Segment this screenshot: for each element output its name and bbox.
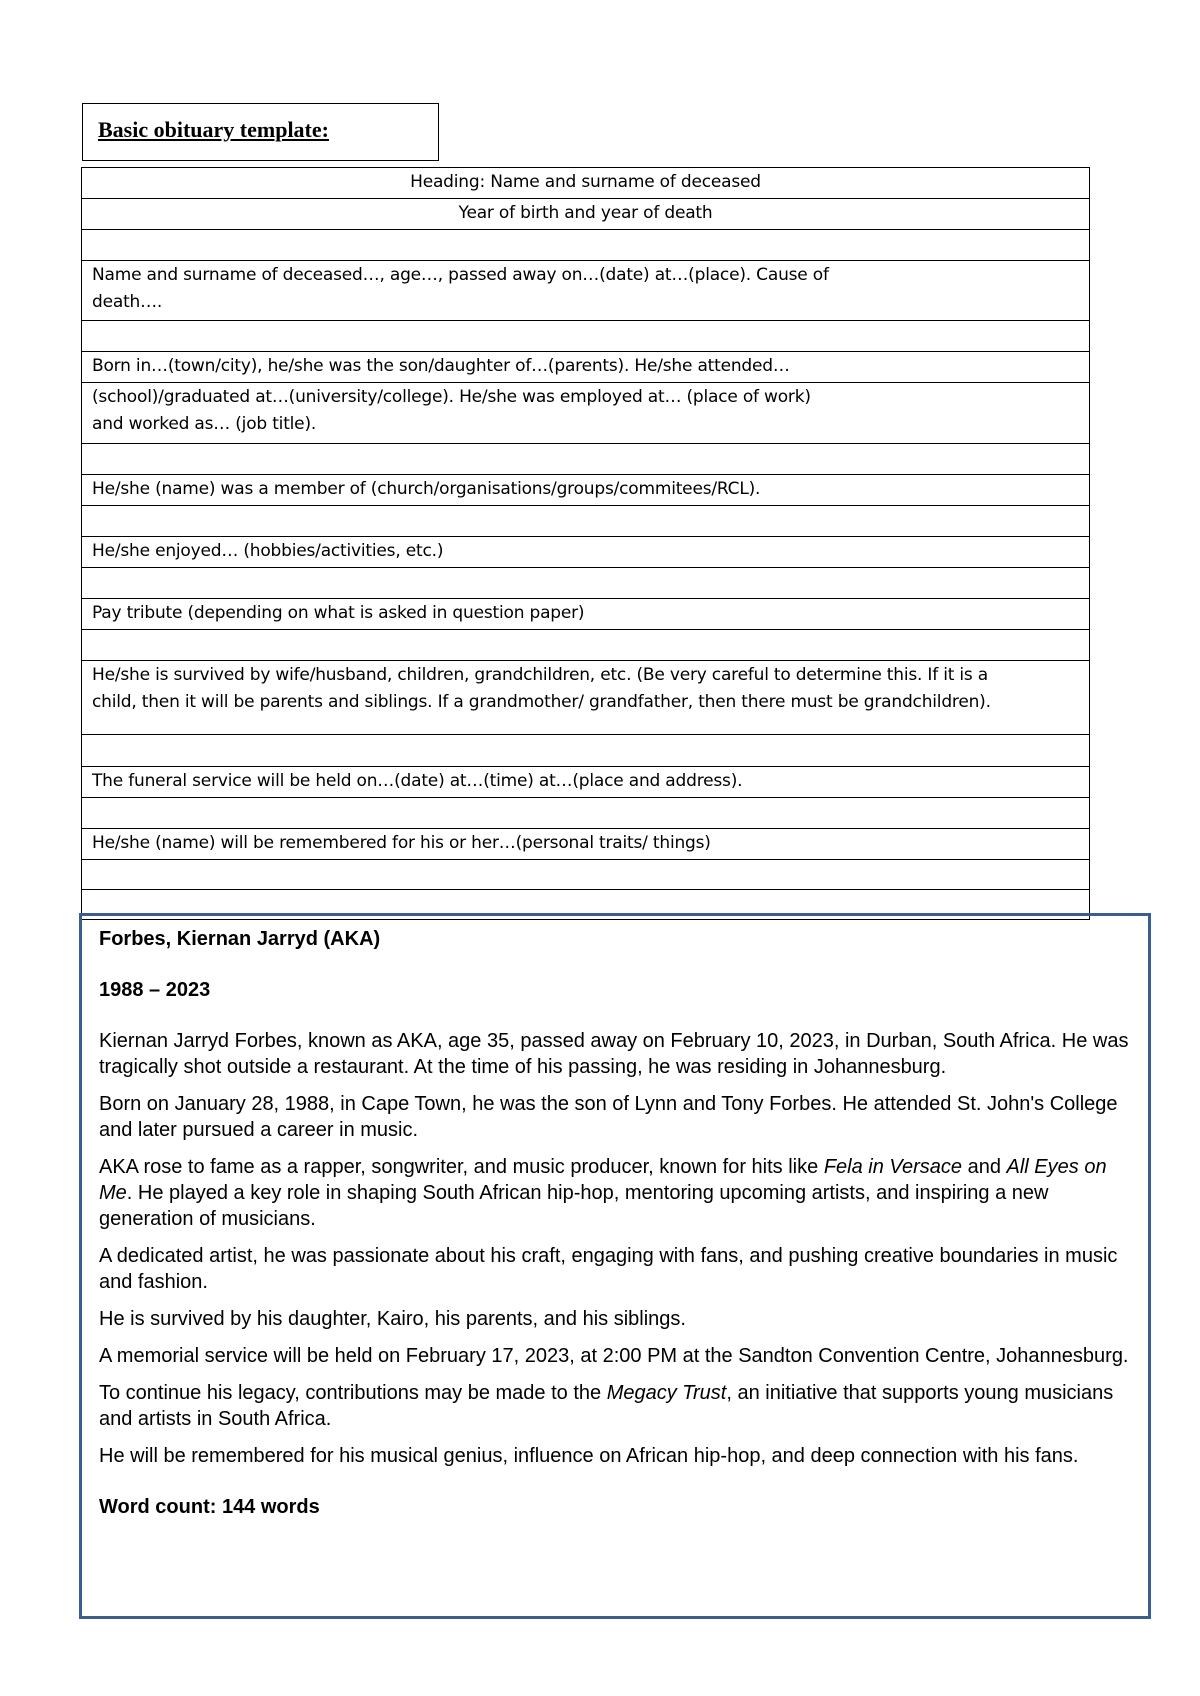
table-row: Year of birth and year of death <box>82 199 1089 230</box>
table-row <box>82 735 1089 767</box>
song-title: Fela in Versace <box>823 1156 963 1178</box>
obituary-paragraph: He is survived by his daughter, Kairo, his parents, and his siblings. <box>99 1308 686 1330</box>
table-row: Name and surname of deceased…, age…, passed away on…(date) at…(place). Cause of death…. <box>82 261 1089 321</box>
table-row <box>82 568 1089 599</box>
obituary-paragraph: A dedicated artist, he was passionate about his craft, engaging with fans, and pushing creative boundaries in music and fashion. <box>99 1245 1118 1293</box>
table-row <box>82 444 1089 475</box>
obituary-text: . He played a key role in shaping South African hip-hop, mentoring upcoming artists, and inspiring a new generation of musicians. <box>99 1182 1049 1230</box>
table-row <box>82 630 1089 661</box>
table-row <box>82 506 1089 537</box>
template-table <box>81 167 1090 920</box>
table-row <box>82 860 1089 890</box>
obituary-paragraph: A memorial service will be held on February 17, 2023, at 2:00 PM at the Sandton Convention Centre, Johannesburg. <box>99 1345 1129 1367</box>
obituary-paragraph <box>99 1154 1131 1232</box>
obituary-years: 1988 – 2023 <box>99 979 211 1001</box>
template-title: Basic obituary template: <box>98 117 329 142</box>
obituary-box <box>79 913 1151 1619</box>
table-row <box>82 321 1089 352</box>
table-row: He/she (name) will be remembered for his or her…(personal traits/ things) <box>82 829 1089 860</box>
obituary-text: and <box>962 1156 1007 1178</box>
table-row: Heading: Name and surname of deceased <box>82 168 1089 199</box>
table-row: He/she is survived by wife/husband, children, grandchildren, etc. (Be very careful to determine this. If it is a child, then it will be parents and siblings. If a grandmother/ grandfather, then there must be grandchildren). <box>82 661 1089 735</box>
obituary-paragraph: Born on January 28, 1988, in Cape Town, he was the son of Lynn and Tony Forbes. He attended St. John's College and later pursued a career in music. <box>99 1093 1118 1141</box>
table-row: The funeral service will be held on…(date) at…(time) at…(place and address). <box>82 767 1089 798</box>
table-row: (school)/graduated at…(university/college). He/she was employed at… (place of work) and worked as… (job title). <box>82 383 1089 444</box>
table-row: He/she (name) was a member of (church/organisations/groups/commitees/RCL). <box>82 475 1089 506</box>
word-count: Word count: 144 words <box>99 1496 320 1518</box>
obituary-paragraph: Kiernan Jarryd Forbes, known as AKA, age 35, passed away on February 10, 2023, in Durban, South Africa. He was tragically shot outside a restaurant. At the time of his passing, he was residing in Johannesburg. <box>99 1030 1129 1078</box>
obituary-paragraph <box>99 1380 1131 1432</box>
song-title: All Eyes on Me <box>99 1156 1107 1204</box>
obituary-text: To continue his legacy, contributions may be made to the <box>99 1382 607 1404</box>
template-title-box <box>82 103 439 161</box>
table-row: Pay tribute (depending on what is asked in question paper) <box>82 599 1089 630</box>
table-row <box>82 230 1089 261</box>
obituary-text: , an initiative that supports young musicians and artists in South Africa. <box>99 1382 1114 1430</box>
table-row <box>82 798 1089 829</box>
trust-name: Megacy Trust <box>606 1382 727 1404</box>
obituary-paragraph: He will be remembered for his musical genius, influence on African hip-hop, and deep connection with his fans. <box>99 1445 1079 1467</box>
obituary-text: AKA rose to fame as a rapper, songwriter, and music producer, known for hits like <box>99 1156 824 1178</box>
table-row: He/she enjoyed… (hobbies/activities, etc.) <box>82 537 1089 568</box>
obituary-name: Forbes, Kiernan Jarryd (AKA) <box>99 928 381 950</box>
table-row: Born in…(town/city), he/she was the son/daughter of…(parents). He/she attended… <box>82 352 1089 383</box>
